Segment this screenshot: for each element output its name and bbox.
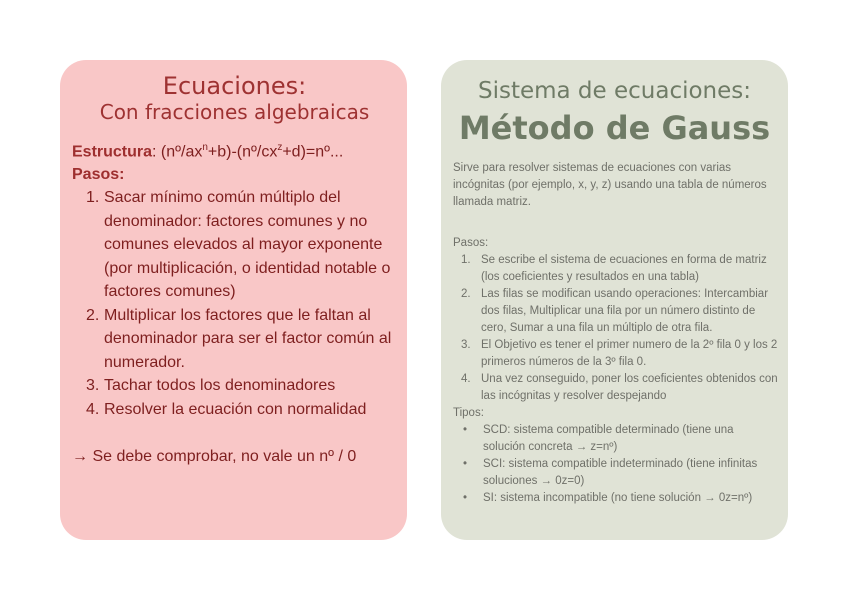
list-item — [461, 252, 778, 286]
list-item — [463, 456, 778, 490]
step-number: 2. — [461, 288, 471, 300]
tipo-text: SI: sistema incompatible (no tiene solución → 0z=nº) — [483, 492, 753, 504]
step-text: Resolver la ecuación con normalidad — [104, 400, 367, 418]
step-number: 1. — [86, 189, 100, 207]
step-text: Las filas se modifican usando operaciones: Intercambiar dos filas, Multiplicar una fila por un número distinto de cero, Sumar a una fila un múltiplo de otra fila. — [481, 288, 769, 334]
estructura-line — [72, 136, 397, 163]
tipos-heading — [451, 405, 778, 422]
card-title: Ecuaciones: — [162, 72, 307, 100]
tipos-label: Tipos — [453, 407, 481, 419]
tipos-colon: : — [480, 407, 484, 419]
exponent-z: z — [277, 142, 283, 153]
list-item — [86, 374, 397, 398]
list-item — [86, 186, 397, 304]
estructura-formula-part2: +b)-(nº/cx — [207, 143, 278, 161]
estructura-formula-part3: +d)=nº... — [282, 143, 344, 161]
estructura-label: Estructura — [72, 143, 153, 161]
pasos-list — [72, 186, 397, 421]
tipos-list — [451, 422, 778, 507]
step-text: Sacar mínimo común múltiplo del denominador: factores comunes y no comunes elevados al mayor exponente (por multiplicación, o identidad notable o factores comunes) — [104, 189, 391, 301]
list-item — [86, 304, 397, 375]
tipo-text: SCI: sistema compatible indeterminado (tiene infinitas soluciones → 0z=0) — [483, 458, 758, 487]
step-text: Se escribe el sistema de ecuaciones en forma de matriz (los coeficientes y resultados en una tabla) — [481, 254, 767, 283]
step-text: Multiplicar los factores que le faltan al denominador para ser el factor común al numerador. — [104, 306, 392, 371]
step-number: 3. — [461, 339, 471, 351]
card-title: Sistema de ecuaciones: — [477, 78, 752, 104]
exponent-n: n — [202, 142, 208, 153]
bullet-icon: • — [463, 492, 468, 504]
list-item — [463, 422, 778, 456]
gauss-card — [441, 60, 788, 540]
ecuaciones-card — [60, 60, 407, 540]
card-subtitle: Método de Gauss — [458, 109, 771, 147]
step-number: 1. — [461, 254, 471, 266]
bullet-icon: • — [463, 458, 468, 470]
step-text: El Objetivo es tener el primer numero de la 2º fila 0 y los 2 primeros números de la 3º fila 0. — [481, 339, 778, 368]
step-number: 4. — [86, 400, 100, 418]
pasos-heading — [451, 235, 778, 252]
tipo-text: SCD: sistema compatible determinado (tiene una solución concreta → z=nº) — [483, 424, 734, 453]
list-item — [461, 337, 778, 371]
intro-text: Sirve para resolver sistemas de ecuaciones con varias incógnitas (por ejemplo, x, y, z) usando una tabla de números llamada matriz. — [453, 162, 767, 208]
pasos-heading: Pasos: — [72, 166, 125, 184]
list-item — [461, 371, 778, 405]
pasos-colon: : — [484, 237, 489, 249]
bullet-icon: • — [463, 424, 468, 436]
step-text: Una vez conseguido, poner los coeficientes obtenidos con las incógnitas y resolver despejando — [481, 373, 778, 402]
pasos-label: Pasos — [453, 237, 485, 249]
estructura-formula-part1: : (nº/ax — [152, 143, 203, 161]
card-subtitle: Con fracciones algebraicas — [99, 100, 370, 124]
pasos-list — [451, 252, 778, 405]
step-number: 2. — [86, 306, 100, 324]
list-item — [461, 286, 778, 337]
list-item — [463, 490, 778, 507]
step-number: 3. — [86, 377, 100, 395]
step-text: Tachar todos los denominadores — [104, 377, 336, 395]
comprobar-note: → Se debe comprobar, no vale un nº / 0 — [72, 448, 357, 466]
step-number: 4. — [461, 373, 471, 385]
list-item — [86, 398, 397, 422]
